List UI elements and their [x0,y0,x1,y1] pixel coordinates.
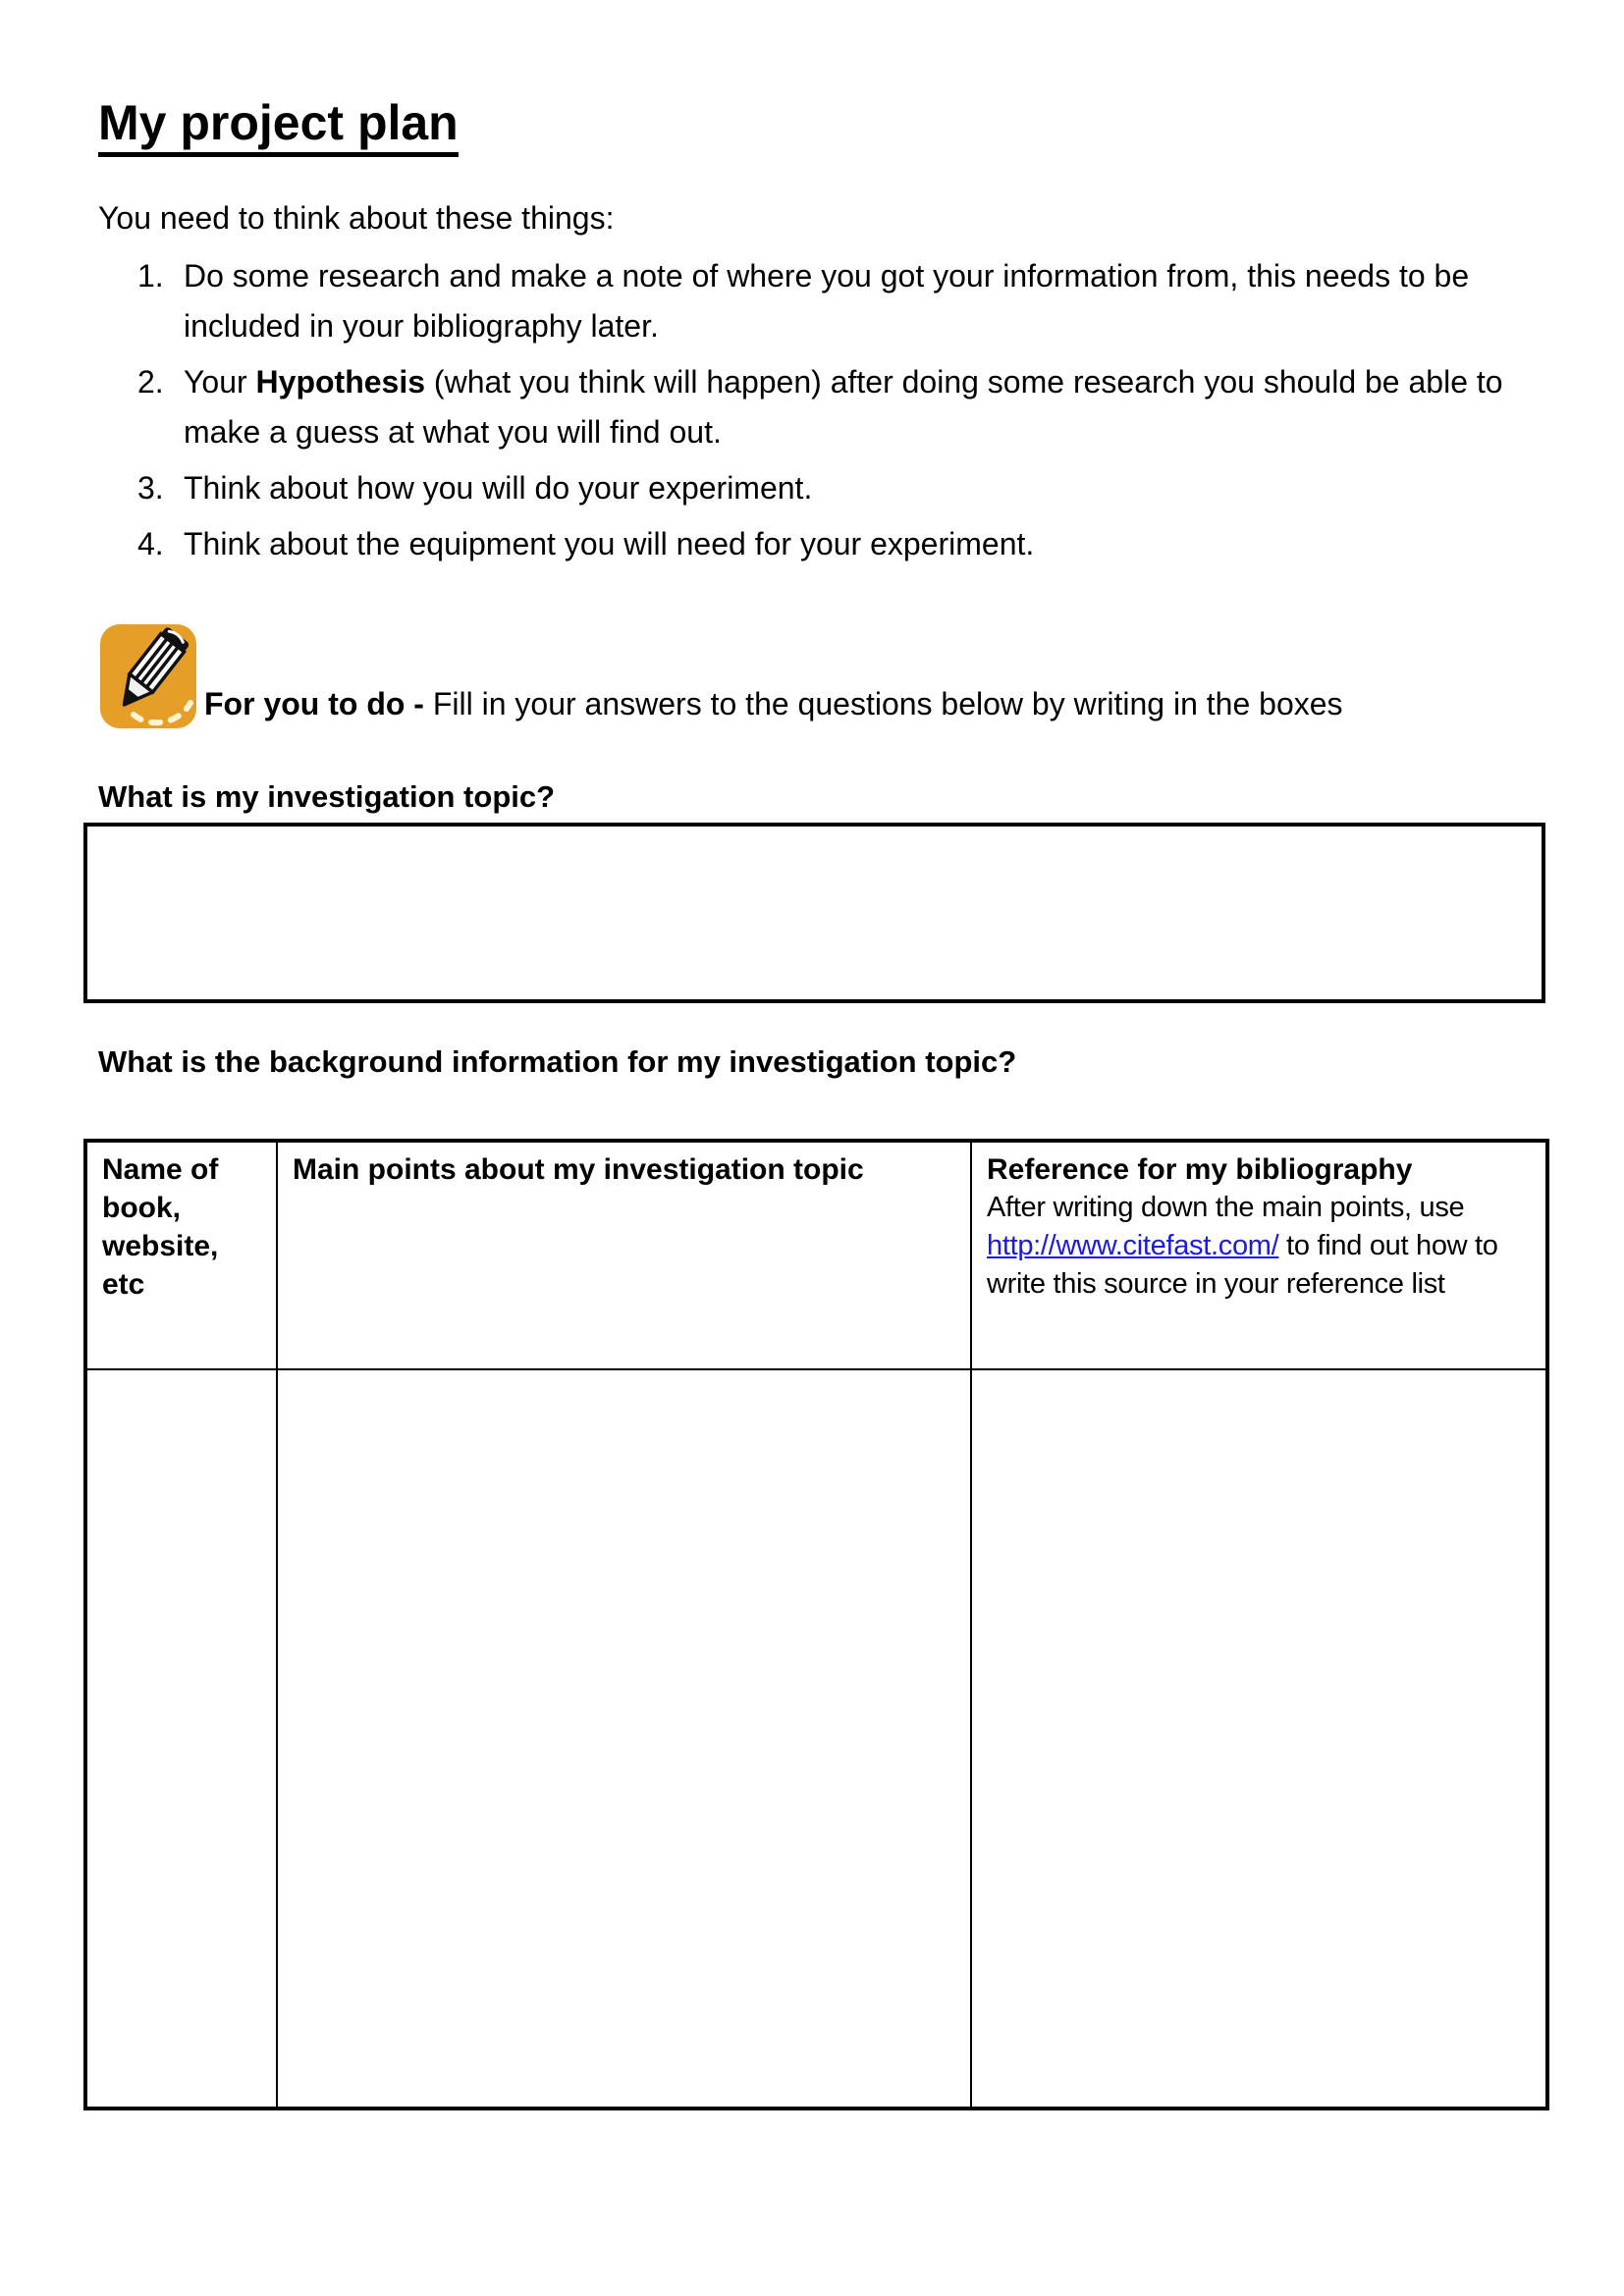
list-item-text: Think about how you will do your experiment. [184,470,813,506]
table-header-row [85,1141,1547,1369]
list-item-text: Your Hypothesis (what you think will happen) after doing some research you should be able to make a guess at what you will find out. [184,364,1503,450]
things-to-think-about-list [98,251,1542,569]
for-you-to-do-instruction [98,622,1492,730]
for-you-to-do-label: For you to do - [204,686,424,721]
list-number: 1. [137,258,164,294]
hypothesis-bold-word: Hypothesis [255,364,426,400]
cell-reference[interactable] [971,1369,1547,2109]
citefast-link[interactable]: http://www.citefast.com/ [987,1230,1279,1261]
intro-text: You need to think about these things: [98,200,615,236]
background-information-table [83,1139,1549,2110]
page-title [98,94,1542,151]
list-item-equipment [98,519,1542,569]
table-input-row [85,1369,1547,2109]
page-title-text: My project plan [98,95,459,157]
reference-header-title: Reference for my bibliography [987,1153,1413,1186]
investigation-topic-answer-box[interactable] [83,823,1545,1003]
list-number: 3. [137,470,164,506]
column-header-main-points: Main points about my investigation topic [277,1141,971,1369]
list-item-text: Think about the equipment you will need for your experiment. [184,526,1035,561]
cell-source-name[interactable] [85,1369,277,2109]
list-number: 4. [137,526,164,561]
reference-header-instructions: After writing down the main points, use http://www.citefast.com/ to find out how to write this source in your reference list [987,1192,1498,1300]
list-item-hypothesis [98,357,1542,457]
column-header-reference [971,1141,1547,1369]
question-investigation-topic: What is my investigation topic? [98,779,556,814]
for-you-to-do-text: Fill in your answers to the questions below by writing in the boxes [423,686,1343,721]
list-item-research [98,251,1542,351]
pencil-icon [98,622,198,730]
list-item-text: Do some research and make a note of where you got your information from, this needs to be included in your bibliography later. [184,258,1470,344]
list-number: 2. [137,364,164,400]
cell-main-points[interactable] [277,1369,971,2109]
list-item-experiment-method [98,463,1542,513]
column-header-source-name: Name of book, website, etc [85,1141,277,1369]
question-background-information: What is the background information for my investigation topic? [98,1044,1017,1079]
